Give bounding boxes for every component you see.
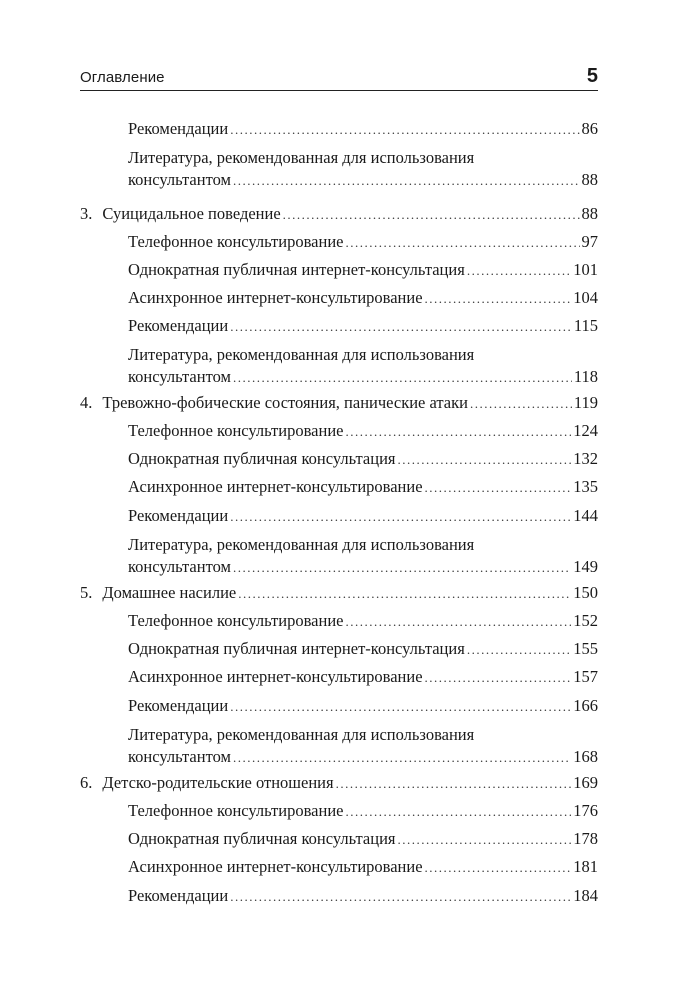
toc-entry xyxy=(80,147,598,192)
toc-leader-dots xyxy=(425,667,572,689)
toc-entry xyxy=(80,344,598,389)
toc-leader-dots xyxy=(398,449,572,471)
toc-leader-dots xyxy=(238,583,571,605)
toc-entry-title-line1: Литература, рекомендованная для использования xyxy=(128,725,475,744)
toc-entry-page: 181 xyxy=(573,857,598,876)
toc-entry-page: 119 xyxy=(573,393,598,412)
toc-leader-dots xyxy=(398,829,572,851)
toc-entry-title: Рекомендации xyxy=(128,506,229,525)
running-header xyxy=(80,62,598,91)
toc-entry-title-line2: консультантом xyxy=(128,557,231,576)
toc-leader-dots xyxy=(425,477,572,499)
toc-entry xyxy=(80,610,598,633)
toc-entry-title: Асинхронное интернет-консультирование xyxy=(128,288,423,307)
toc-leader-dots xyxy=(230,119,579,141)
toc-chapter xyxy=(80,392,598,415)
toc-entry-page: 168 xyxy=(573,747,598,766)
toc-leader-dots xyxy=(425,288,572,310)
toc-entry xyxy=(80,505,598,528)
toc-entry xyxy=(80,666,598,689)
toc-entry-page: 157 xyxy=(573,667,598,686)
toc-entry xyxy=(80,231,598,254)
toc-entry-title: Рекомендации xyxy=(128,119,229,138)
toc-leader-dots xyxy=(283,204,580,226)
toc-entry-page: 150 xyxy=(573,583,598,602)
toc-entry-page: 144 xyxy=(573,506,598,525)
toc-entry xyxy=(80,534,598,579)
toc-entry-title: Рекомендации xyxy=(128,316,229,335)
toc-entry-title: Рекомендации xyxy=(128,696,229,715)
toc-entry xyxy=(80,724,598,769)
toc-entry-page: 135 xyxy=(573,477,598,496)
toc-leader-dots xyxy=(336,773,572,795)
toc-entry-title-line2: консультантом xyxy=(128,367,231,386)
toc-leader-dots xyxy=(345,801,571,823)
toc-entry-title: Однократная публичная консультация xyxy=(128,449,396,468)
toc-entry-title: Телефонное консультирование xyxy=(128,421,344,440)
toc-entry-page: 88 xyxy=(581,170,598,189)
toc-chapter-number: 5. xyxy=(80,583,93,602)
toc-entry-page: 97 xyxy=(581,232,598,251)
toc-chapter xyxy=(80,772,598,795)
toc-entry-title: Однократная публичная консультация xyxy=(128,829,396,848)
toc-entry-title: Телефонное консультирование xyxy=(128,611,344,630)
toc-entry-page: 124 xyxy=(573,421,598,440)
toc-entry-title: Асинхронное интернет-консультирование xyxy=(128,667,423,686)
toc-entry-title: Телефонное консультирование xyxy=(128,232,344,251)
toc-entry-page: 132 xyxy=(573,449,598,468)
toc-leader-dots xyxy=(230,316,572,338)
toc-entry xyxy=(80,476,598,499)
toc-chapter-title: Тревожно-фобические состояния, панические атаки xyxy=(102,393,468,412)
toc-entry-page: 88 xyxy=(581,204,598,223)
toc-chapter-number: 4. xyxy=(80,393,93,412)
toc-entry-title: Однократная публичная интернет-консультация xyxy=(128,639,465,658)
toc-entry-title-line1: Литература, рекомендованная для использования xyxy=(128,535,475,554)
toc-entry-page: 104 xyxy=(573,288,598,307)
toc-chapter-title: Домашнее насилие xyxy=(102,583,237,602)
toc-leader-dots xyxy=(467,260,571,282)
toc-entry xyxy=(80,885,598,908)
toc-chapter-title: Суицидальное поведение xyxy=(102,204,281,223)
toc-entry-page: 184 xyxy=(573,886,598,905)
toc-entry xyxy=(80,828,598,851)
toc-entry-page: 152 xyxy=(573,611,598,630)
toc-chapter xyxy=(80,203,598,226)
running-header-title: Оглавление xyxy=(80,69,165,86)
toc-entry xyxy=(80,287,598,310)
toc-entry-page: 169 xyxy=(573,773,598,792)
toc-entry-title-line2: консультантом xyxy=(128,170,231,189)
toc-entry-title: Асинхронное интернет-консультирование xyxy=(128,857,423,876)
toc-entry-page: 176 xyxy=(573,801,598,820)
toc-entry xyxy=(80,856,598,879)
toc-leader-dots xyxy=(233,557,571,579)
toc-leader-dots xyxy=(233,367,572,389)
toc-entry xyxy=(80,800,598,823)
toc-entry-title-line1: Литература, рекомендованная для использования xyxy=(128,345,475,364)
toc-leader-dots xyxy=(425,857,572,879)
toc-entry xyxy=(80,315,598,338)
toc-chapter-number: 6. xyxy=(80,773,93,792)
toc-leader-dots xyxy=(345,421,571,443)
toc-entry xyxy=(80,695,598,718)
toc-entry-page: 166 xyxy=(573,696,598,715)
toc-entry-title: Телефонное консультирование xyxy=(128,801,344,820)
toc-chapter-title: Детско-родительские отношения xyxy=(102,773,334,792)
toc-leader-dots xyxy=(230,696,571,718)
toc-entry-page: 118 xyxy=(573,367,598,386)
toc-leader-dots xyxy=(230,506,571,528)
toc-entry-page: 101 xyxy=(573,260,598,279)
toc-chapter-number: 3. xyxy=(80,204,93,223)
toc-leader-dots xyxy=(233,170,580,192)
toc-leader-dots xyxy=(233,747,571,769)
toc-entry-title-line2: консультантом xyxy=(128,747,231,766)
toc-entry-page: 86 xyxy=(581,119,598,138)
toc-entry xyxy=(80,448,598,471)
toc-entry xyxy=(80,638,598,661)
toc-entry-title: Асинхронное интернет-консультирование xyxy=(128,477,423,496)
toc-entry-page: 178 xyxy=(573,829,598,848)
toc-entry xyxy=(80,118,598,141)
toc-entry-page: 149 xyxy=(573,557,598,576)
toc-leader-dots xyxy=(467,639,571,661)
toc-entry-title-line1: Литература, рекомендованная для использования xyxy=(128,148,475,167)
toc-leader-dots xyxy=(230,886,571,908)
toc-entry-title: Однократная публичная интернет-консультация xyxy=(128,260,465,279)
toc-entry xyxy=(80,420,598,443)
toc-entry xyxy=(80,259,598,282)
toc-leader-dots xyxy=(345,232,579,254)
toc-chapter xyxy=(80,582,598,605)
toc-entry-title: Рекомендации xyxy=(128,886,229,905)
toc-leader-dots xyxy=(345,611,571,633)
toc-entry-page: 155 xyxy=(573,639,598,658)
page-number: 5 xyxy=(586,65,598,87)
toc-leader-dots xyxy=(470,393,572,415)
toc-entry-page: 115 xyxy=(573,316,598,335)
